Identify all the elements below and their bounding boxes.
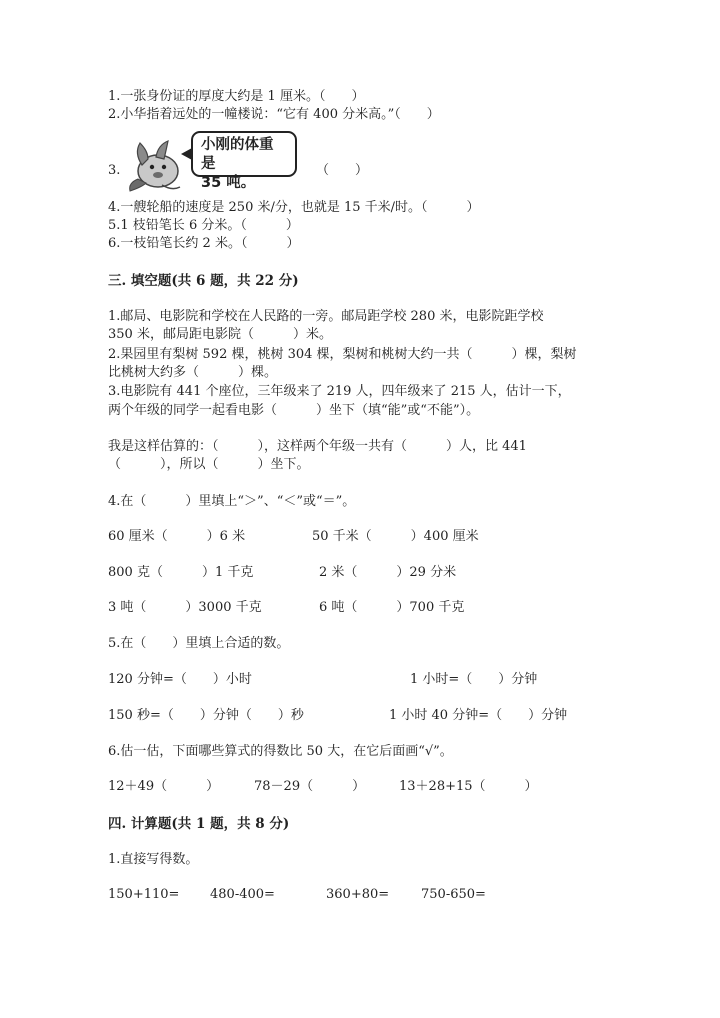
speech-bubble-line-2: 35 吨。: [201, 175, 256, 191]
fill-q5-title: 5.在（ ）里填上合适的数。: [108, 636, 290, 651]
calc-q1-title: 1.直接写得数。: [108, 852, 199, 867]
speech-bubble: [191, 131, 297, 191]
judge-q1: 1.一张身份证的厚度大约是 1 厘米。（ ）: [108, 89, 365, 104]
calc-expression: 360+80=: [326, 887, 390, 902]
section-heading-calc: 四. 计算题(共 1 题，共 8 分): [108, 816, 290, 832]
judge-q3-number: 3.: [108, 163, 121, 178]
fill-q2-line-1: 2.果园里有梨树 592 棵，桃树 304 棵，梨树和桃树大约一共（ ）棵，梨树: [108, 347, 577, 362]
judge-q2: 2.小华指着远处的一幢楼说：“它有 400 分米高。”（ ）: [108, 107, 440, 122]
fill-q3-line-4: （ ），所以（ ）坐下。: [108, 457, 310, 472]
fill-q6-title: 6.估一估，下面哪些算式的得数比 50 大，在它后面画“√”。: [108, 744, 453, 759]
fill-q5-item: 1 小时 40 分钟=（ ）分钟: [389, 708, 568, 723]
fill-q1-line-2: 350 米，邮局距电影院（ ）米。: [108, 327, 332, 342]
fill-q6-expression: 78－29（ ）: [254, 779, 366, 794]
calc-expression: 150+110=: [108, 887, 180, 902]
fill-q1-line-1: 1.邮局、电影院和学校在人民路的一旁。邮局距学校 280 米，电影院距学校: [108, 309, 544, 324]
fill-q3-line-3: 我是这样估算的：（ ），这样两个年级一共有（ ）人，比 441: [108, 439, 527, 454]
fill-q3-line-2: 两个年级的同学一起看电影（ ）坐下（填“能”或“不能”）。: [108, 403, 480, 418]
fill-q6-expression: 12＋49（ ）: [108, 779, 220, 794]
calc-expression: 480-400=: [210, 887, 275, 902]
fill-q5-item: 1 小时=（ ）分钟: [410, 672, 538, 687]
speech-bubble-line-1: 小刚的体重是: [201, 137, 274, 172]
judge-q5: 5.1 枝铅笔长 6 分米。（ ）: [108, 218, 299, 233]
fill-q3-line-1: 3.电影院有 441 个座位，三年级来了 219 人，四年级来了 215 人，估计一下，: [108, 384, 571, 399]
fill-q4-item: 60 厘米（ ）6 米: [108, 529, 246, 544]
fill-q4-item: 3 吨（ ）3000 千克: [108, 600, 262, 615]
section-heading-fill: 三. 填空题(共 6 题，共 22 分): [108, 273, 299, 289]
fill-q6-expression: 13＋28+15（ ）: [399, 779, 538, 794]
judge-q4: 4.一艘轮船的速度是 250 米/分，也就是 15 千米/时。（ ）: [108, 200, 480, 215]
fill-q4-item: 6 吨（ ）700 千克: [319, 600, 465, 615]
fill-q5-item: 120 分钟=（ ）小时: [108, 672, 252, 687]
fill-q4-item: 50 千米（ ）400 厘米: [312, 529, 479, 544]
fill-q2-line-2: 比桃树大约多（ ）棵。: [108, 365, 278, 380]
mascot-illustration: [122, 135, 188, 193]
judge-q3-answer-paren: （ ）: [316, 163, 369, 178]
judge-q6: 6.一枝铅笔长约 2 米。（ ）: [108, 236, 300, 251]
fill-q4-item: 800 克（ ）1 千克: [108, 565, 254, 580]
calc-expression: 750-650=: [421, 887, 486, 902]
fill-q4-title: 4.在（ ）里填上“＞”、“＜”或“＝”。: [108, 494, 356, 509]
fill-q4-item: 2 米（ ）29 分米: [319, 565, 457, 580]
fill-q5-item: 150 秒=（ ）分钟（ ）秒: [108, 708, 304, 723]
